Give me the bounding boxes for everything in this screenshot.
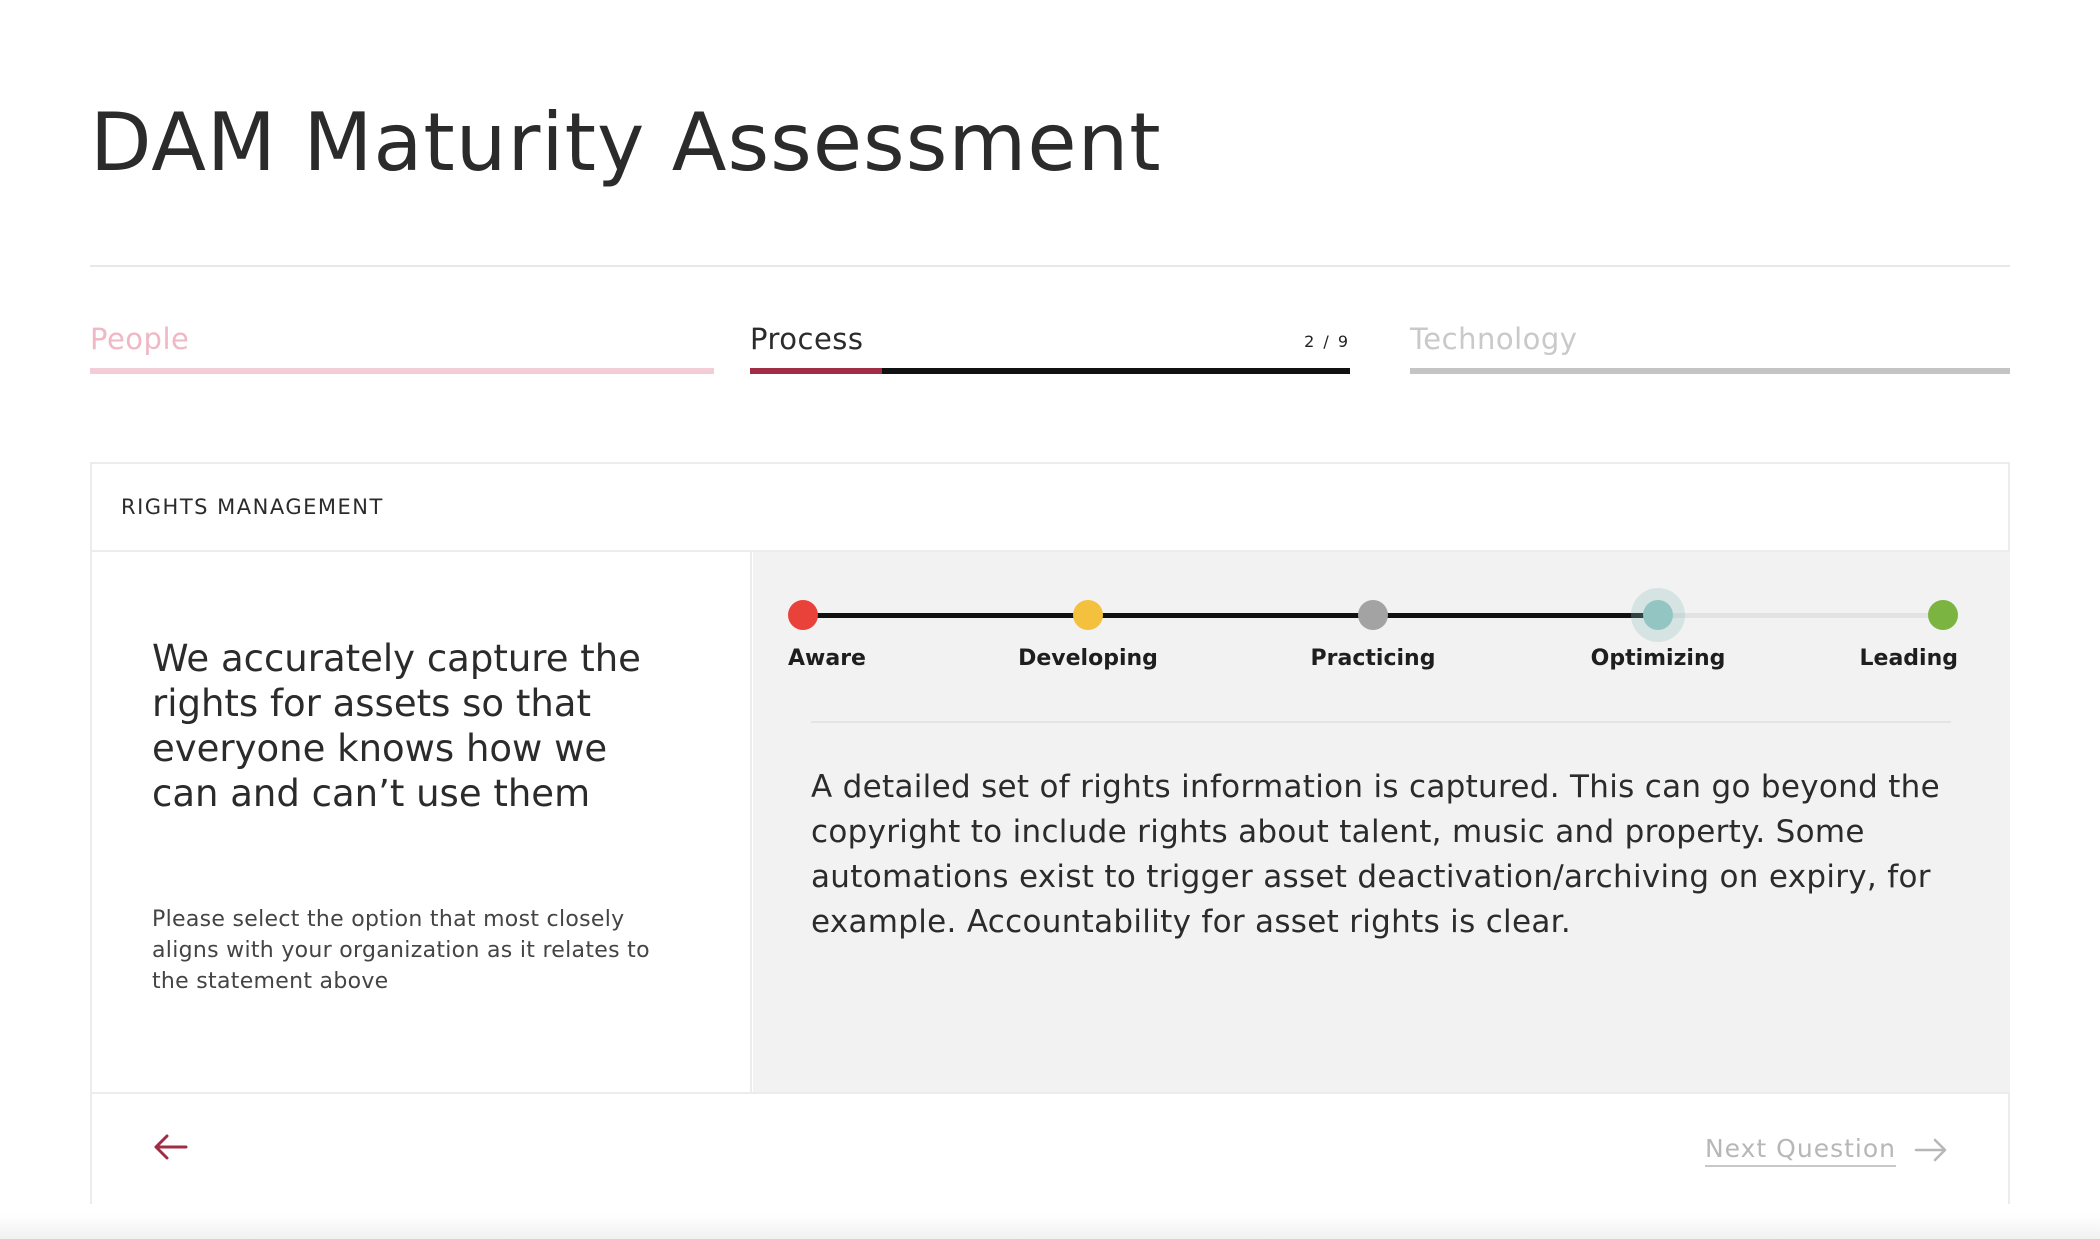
next-question-label: Next Question bbox=[1705, 1134, 1896, 1167]
scale-option-label: Practicing bbox=[1310, 646, 1436, 671]
question-category: RIGHTS MANAGEMENT bbox=[121, 495, 384, 519]
scale-dot-icon bbox=[1928, 600, 1958, 630]
section-tab-people[interactable] bbox=[90, 322, 714, 374]
title-divider bbox=[90, 265, 2010, 267]
statement-pane bbox=[92, 552, 752, 1092]
scale-option-leading[interactable] bbox=[1758, 596, 1958, 671]
question-counter: 2 / 9 bbox=[1304, 332, 1350, 351]
section-tab-label: People bbox=[90, 322, 190, 356]
question-instruction: Please select the option that most closely aligns with your organization as it relates to the statement above bbox=[152, 907, 650, 994]
scale-dot-icon bbox=[1643, 600, 1673, 630]
section-progress-bar bbox=[1410, 368, 2010, 374]
scale-option-label: Optimizing bbox=[1590, 646, 1726, 671]
arrow-left-icon bbox=[152, 1132, 188, 1162]
question-statement: We accurately capture the rights for assets so that everyone knows how we can and can’t use them bbox=[152, 637, 641, 815]
scale-dot-icon bbox=[1073, 600, 1103, 630]
scale-option-optimizing[interactable] bbox=[1558, 596, 1758, 671]
section-tab-technology[interactable] bbox=[1410, 322, 2010, 374]
scale-option-practicing[interactable] bbox=[1273, 596, 1473, 671]
page-title: DAM Maturity Assessment bbox=[90, 96, 1162, 189]
card-footer bbox=[92, 1092, 2008, 1204]
scale-option-label: Developing bbox=[1018, 646, 1158, 671]
arrow-right-icon bbox=[1914, 1138, 1948, 1162]
scale-dot-icon bbox=[1358, 600, 1388, 630]
section-tab-label: Technology bbox=[1410, 322, 1578, 356]
scale-option-label: Aware bbox=[788, 646, 866, 671]
section-progress-fill bbox=[750, 368, 882, 374]
section-tab-process[interactable] bbox=[750, 322, 1350, 374]
scale-divider bbox=[811, 721, 1951, 723]
section-progress-bar bbox=[90, 368, 714, 374]
question-card bbox=[90, 462, 2010, 1204]
scale-option-developing[interactable] bbox=[988, 596, 1188, 671]
scale-option-label: Leading bbox=[1859, 646, 1958, 671]
back-button[interactable] bbox=[152, 1132, 188, 1162]
section-tab-label: Process bbox=[750, 322, 864, 356]
section-progress-bar bbox=[750, 368, 1350, 374]
scale-option-aware[interactable] bbox=[788, 596, 988, 671]
next-question-button[interactable] bbox=[1705, 1132, 1948, 1168]
maturity-scale[interactable] bbox=[753, 552, 2010, 722]
answer-pane bbox=[753, 552, 2010, 1092]
level-description: A detailed set of rights information is captured. This can go beyond the copyright to include rights about talent, music and property. Some automations exist to trigger asset deactivation/archiving on expiry, for example. Accountability for asset rights is clear. bbox=[811, 769, 1940, 940]
bottom-shade bbox=[0, 1214, 2100, 1239]
scale-dot-icon bbox=[788, 600, 818, 630]
card-header bbox=[92, 464, 2008, 552]
